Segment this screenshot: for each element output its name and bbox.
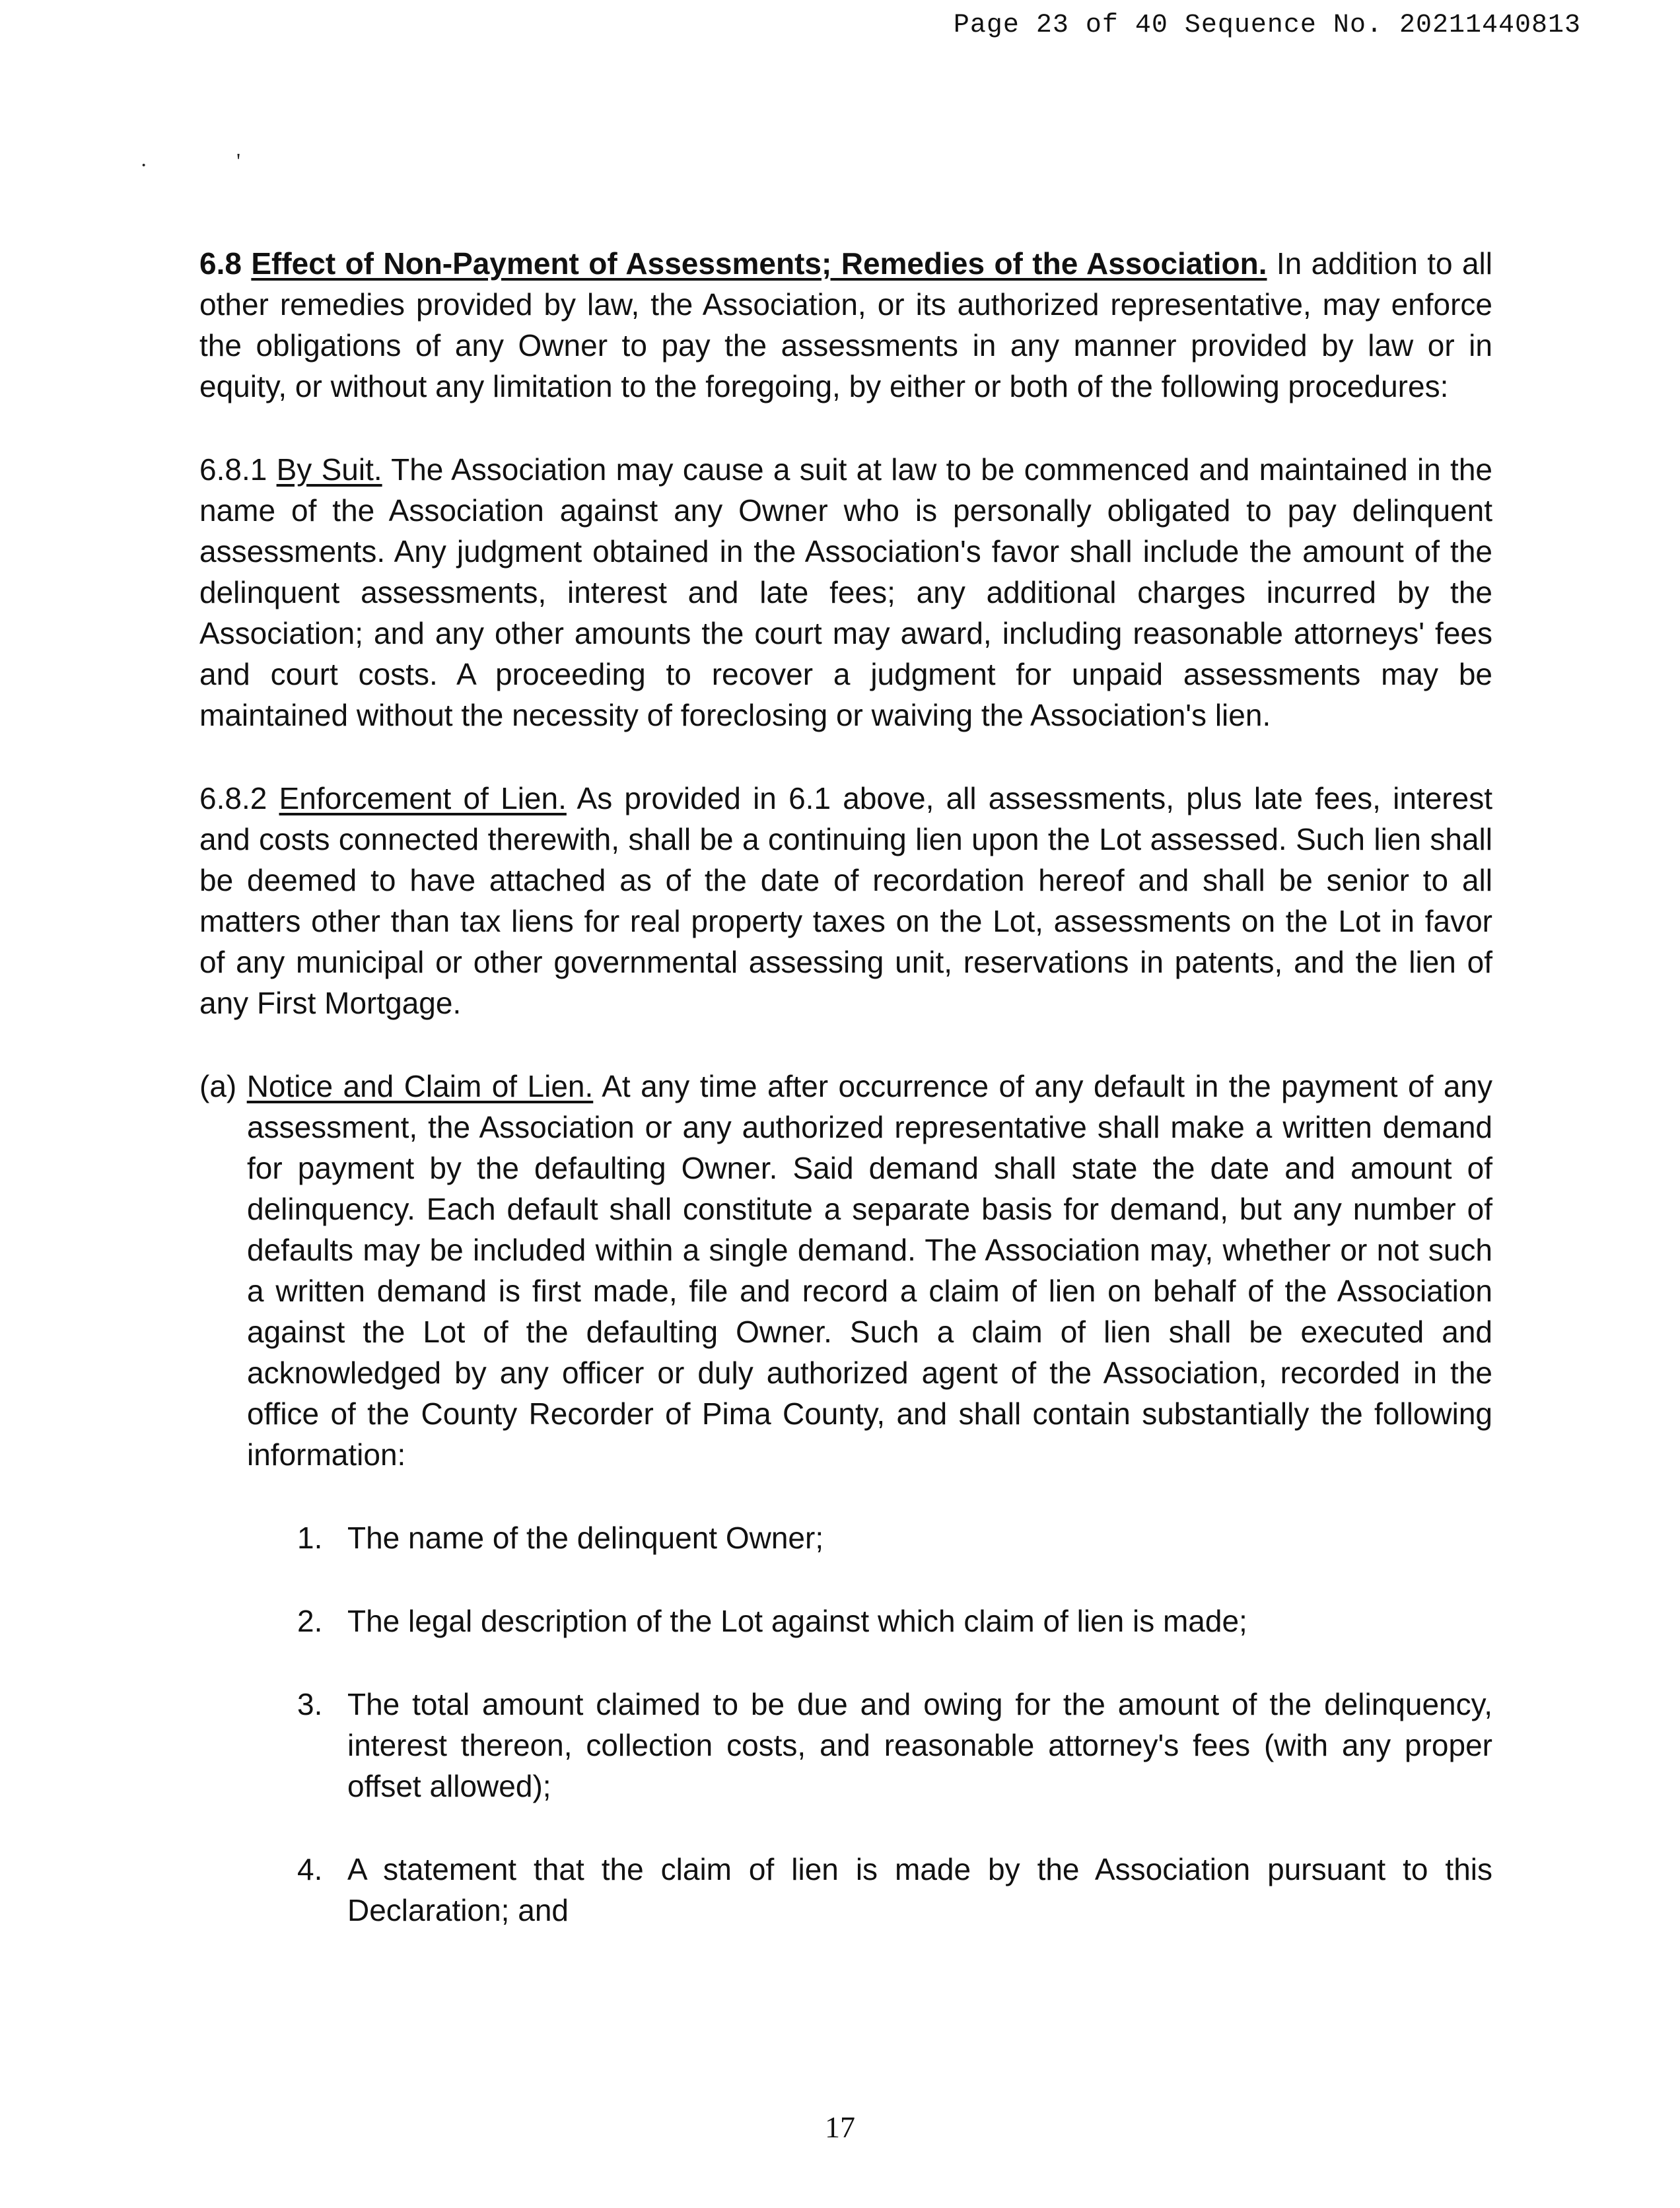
document-body: [199, 243, 1492, 1973]
list-marker: 3.: [297, 1687, 323, 1721]
section-number: 6.8.1: [199, 452, 267, 487]
list-item: [199, 1517, 1492, 1558]
scan-mark: ': [236, 149, 241, 174]
list-item: [199, 1601, 1492, 1641]
section-body: The Association may cause a suit at law to be commenced and maintained in the name of the Association against any Owner who is personally obligated to pay delinquent assessments. Any judgment obtained in the Association's favor shall include the amount of the delinquent assessments, interest and late fees; any additional charges incurred by the Association; and any other amounts the court may award, including reasonable attorneys' fees and court costs. A proceeding to recover a judgment for unpaid assessments may be maintained without the necessity of foreclosing or waiving the Association's lien.: [199, 452, 1493, 732]
section-title: By Suit.: [276, 452, 382, 487]
section-6-8-1: [199, 449, 1492, 736]
page-sequence-header: Page 23 of 40 Sequence No. 20211440813: [953, 11, 1581, 40]
list-item-text: The legal description of the Lot against which claim of lien is made;: [347, 1604, 1247, 1638]
list-item: [199, 1849, 1492, 1931]
subsection-a: [199, 1066, 1492, 1475]
section-6-8-2: [199, 778, 1492, 1023]
section-title: Effect of Non-Payment of Assessments; Remedies of the Association.: [251, 246, 1267, 281]
scan-mark: ·: [140, 153, 148, 178]
section-number: 6.8: [199, 246, 242, 281]
section-title: Enforcement of Lien.: [279, 781, 567, 815]
list-item-text: The name of the delinquent Owner;: [347, 1521, 824, 1555]
list-marker: 2.: [297, 1604, 323, 1638]
list-item-text: A statement that the claim of lien is made by the Association pursuant to this Declaration; and: [347, 1852, 1492, 1927]
page-number: 17: [825, 2110, 855, 2144]
list-item-text: The total amount claimed to be due and owing for the amount of the delinquency, interest thereon, collection costs, and reasonable attorney's fees (with any proper offset allowed);: [347, 1687, 1492, 1803]
section-body: In addition to all other remedies provided by law, the Association, or its authorized representative, may enforce the obligations of any Owner to pay the assessments in any manner provided by law or in equity, or without any limitation to the foregoing, by either or both of the following procedures:: [199, 246, 1492, 403]
subsection-label: (a): [199, 1069, 237, 1103]
list-marker: 4.: [297, 1852, 323, 1886]
subsection-title: Notice and Claim of Lien.: [246, 1069, 594, 1103]
subsection-body: At any time after occurrence of any default in the payment of any assessment, the Association or any authorized representative shall make a written demand for payment by the defaulting Owner. Said demand shall state the date and amount of delinquency. Each default shall constitute a separate basis for demand, but any number of defaults may be included within a single demand. The Association may, whether or not such a written demand is first made, file and record a claim of lien on behalf of the Association against the Lot of the defaulting Owner. Such a claim of lien shall be executed and acknowledged by any officer or duly authorized agent of the Association, recorded in the office of the County Recorder of Pima County, and shall contain substantially the following information:: [247, 1069, 1492, 1472]
section-number: 6.8.2: [199, 781, 267, 815]
lien-information-list: [199, 1517, 1492, 1931]
section-6-8: [199, 243, 1492, 407]
section-body: As provided in 6.1 above, all assessments, plus late fees, interest and costs connected therewith, shall be a continuing lien upon the Lot assessed. Such lien shall be deemed to have attached as of the date of recordation hereof and shall be senior to all matters other than tax liens for real property taxes on the Lot, assessments on the Lot in favor of any municipal or other governmental assessing unit, reservations in patents, and the lien of any First Mortgage.: [199, 781, 1492, 1020]
list-item: [199, 1684, 1492, 1807]
list-marker: 1.: [297, 1521, 323, 1555]
